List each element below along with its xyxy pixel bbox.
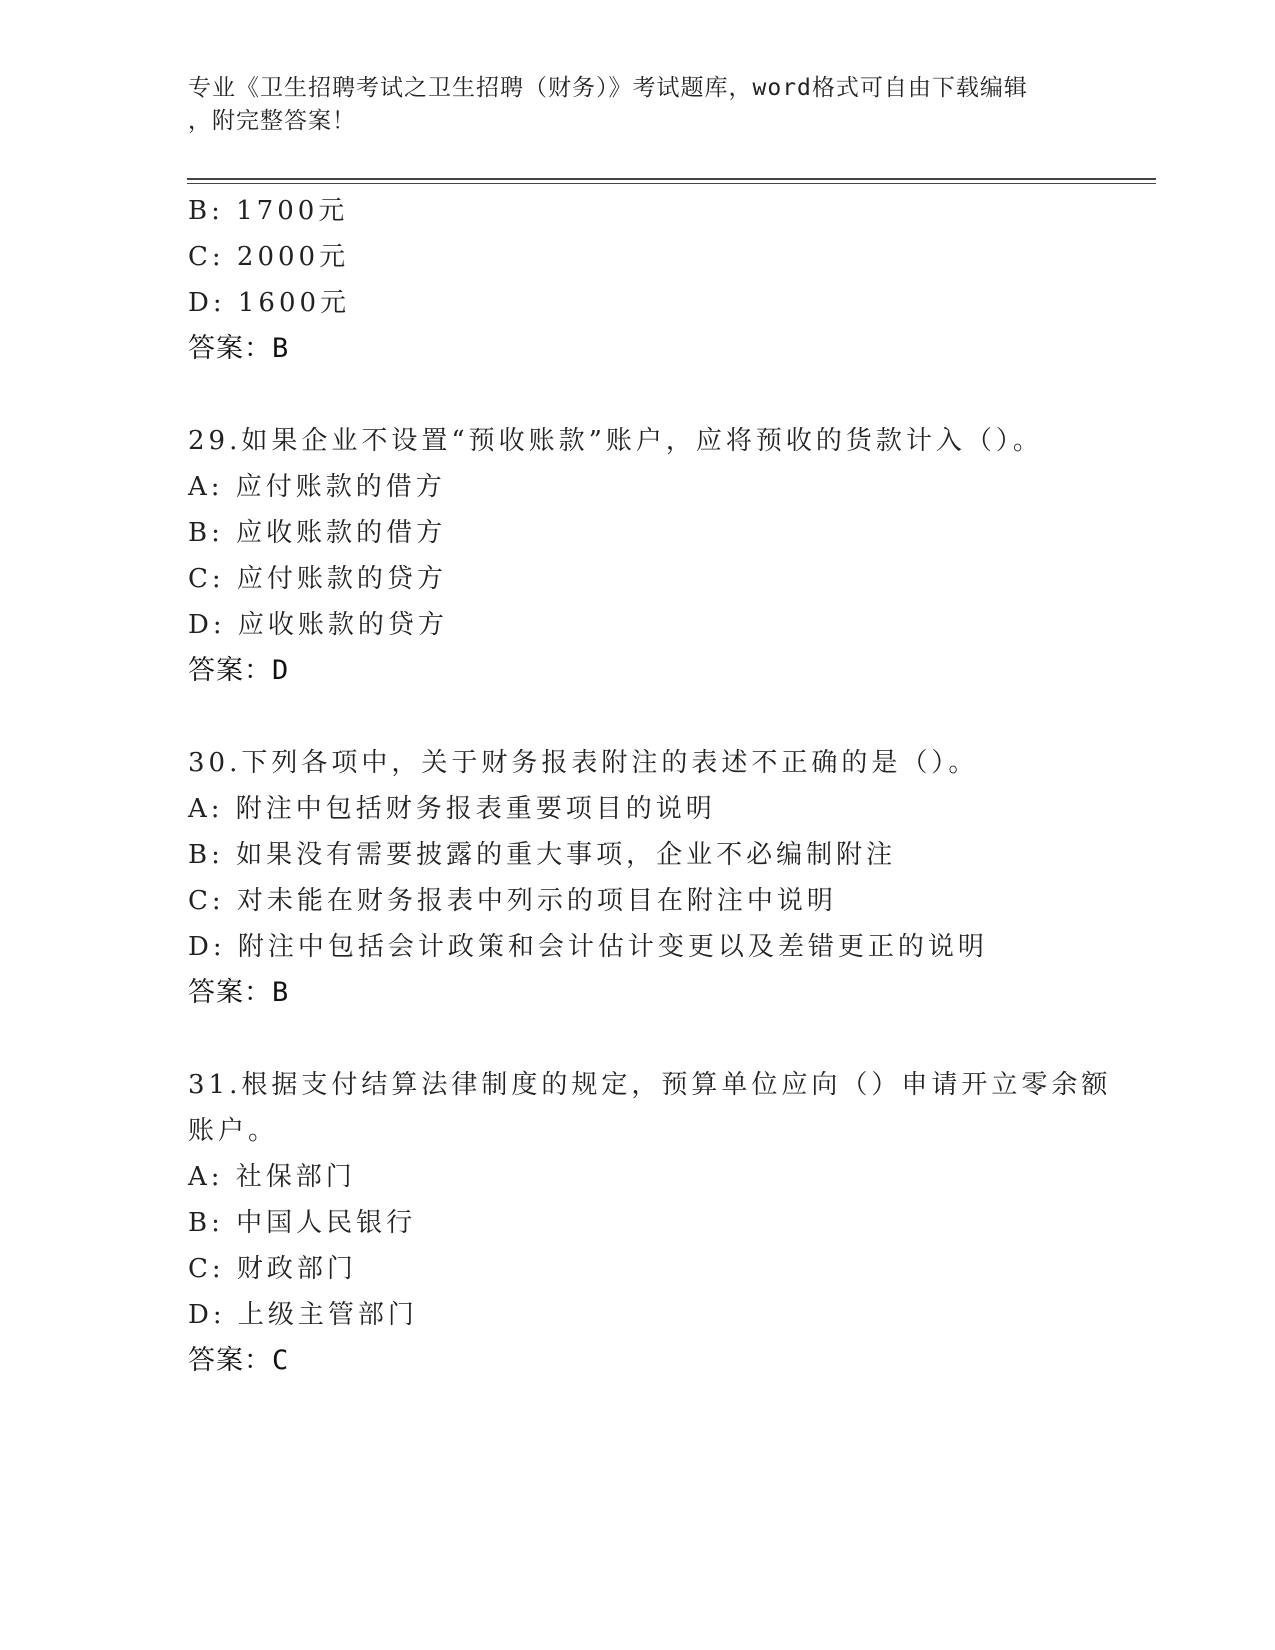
- option-b: B: 应收账款的借方: [188, 518, 447, 548]
- option-a: A: 社保部门: [188, 1162, 356, 1192]
- option-c: C: 财政部门: [188, 1254, 357, 1284]
- answer: 答案：D: [188, 655, 290, 686]
- question-31: [188, 1062, 1112, 1384]
- option-a: A: 应付账款的借方: [188, 472, 446, 502]
- spacer: [188, 694, 1088, 740]
- answer: 答案：B: [188, 977, 290, 1008]
- spacer: [188, 1016, 1088, 1062]
- option-d: D: 上级主管部门: [188, 1300, 418, 1330]
- header-line-2: ，附完整答案！: [188, 108, 356, 134]
- header-divider: [187, 178, 1156, 180]
- option-c: C: 2000元: [188, 242, 350, 272]
- header-divider-thin: [187, 183, 1156, 184]
- option-d: D: 1600元: [188, 288, 351, 318]
- option-b: B: 1700元: [188, 196, 349, 226]
- header-line-1: 专业《卫生招聘考试之卫生招聘（财务）》考试题库，word格式可自由下载编辑: [188, 75, 1028, 101]
- option-a: A: 附注中包括财务报表重要项目的说明: [188, 794, 716, 824]
- question-stem: 31.根据支付结算法律制度的规定，预算单位应向（）申请开立零余额: [188, 1070, 1112, 1100]
- option-b: B: 如果没有需要披露的重大事项，企业不必编制附注: [188, 840, 897, 870]
- option-b: B: 中国人民银行: [188, 1208, 417, 1238]
- question-30: [188, 740, 1088, 1016]
- spacer: [188, 372, 1088, 418]
- question-28-continuation: [188, 188, 1088, 372]
- question-29: [188, 418, 1088, 694]
- answer: 答案：C: [188, 1345, 290, 1376]
- question-content: [188, 188, 1112, 1384]
- question-stem-continued: 账户。: [188, 1116, 279, 1146]
- option-c: C: 对未能在财务报表中列示的项目在附注中说明: [188, 886, 837, 916]
- answer: 答案：B: [188, 333, 290, 364]
- option-c: C: 应付账款的贷方: [188, 564, 447, 594]
- option-d: D: 应收账款的贷方: [188, 610, 448, 640]
- question-stem: 30.下列各项中，关于财务报表附注的表述不正确的是（）。: [188, 748, 979, 778]
- page-header: [188, 72, 1088, 138]
- option-d: D: 附注中包括会计政策和会计估计变更以及差错更正的说明: [188, 932, 988, 962]
- question-stem: 29.如果企业不设置“预收账款”账户，应将预收的货款计入（）。: [188, 426, 1043, 456]
